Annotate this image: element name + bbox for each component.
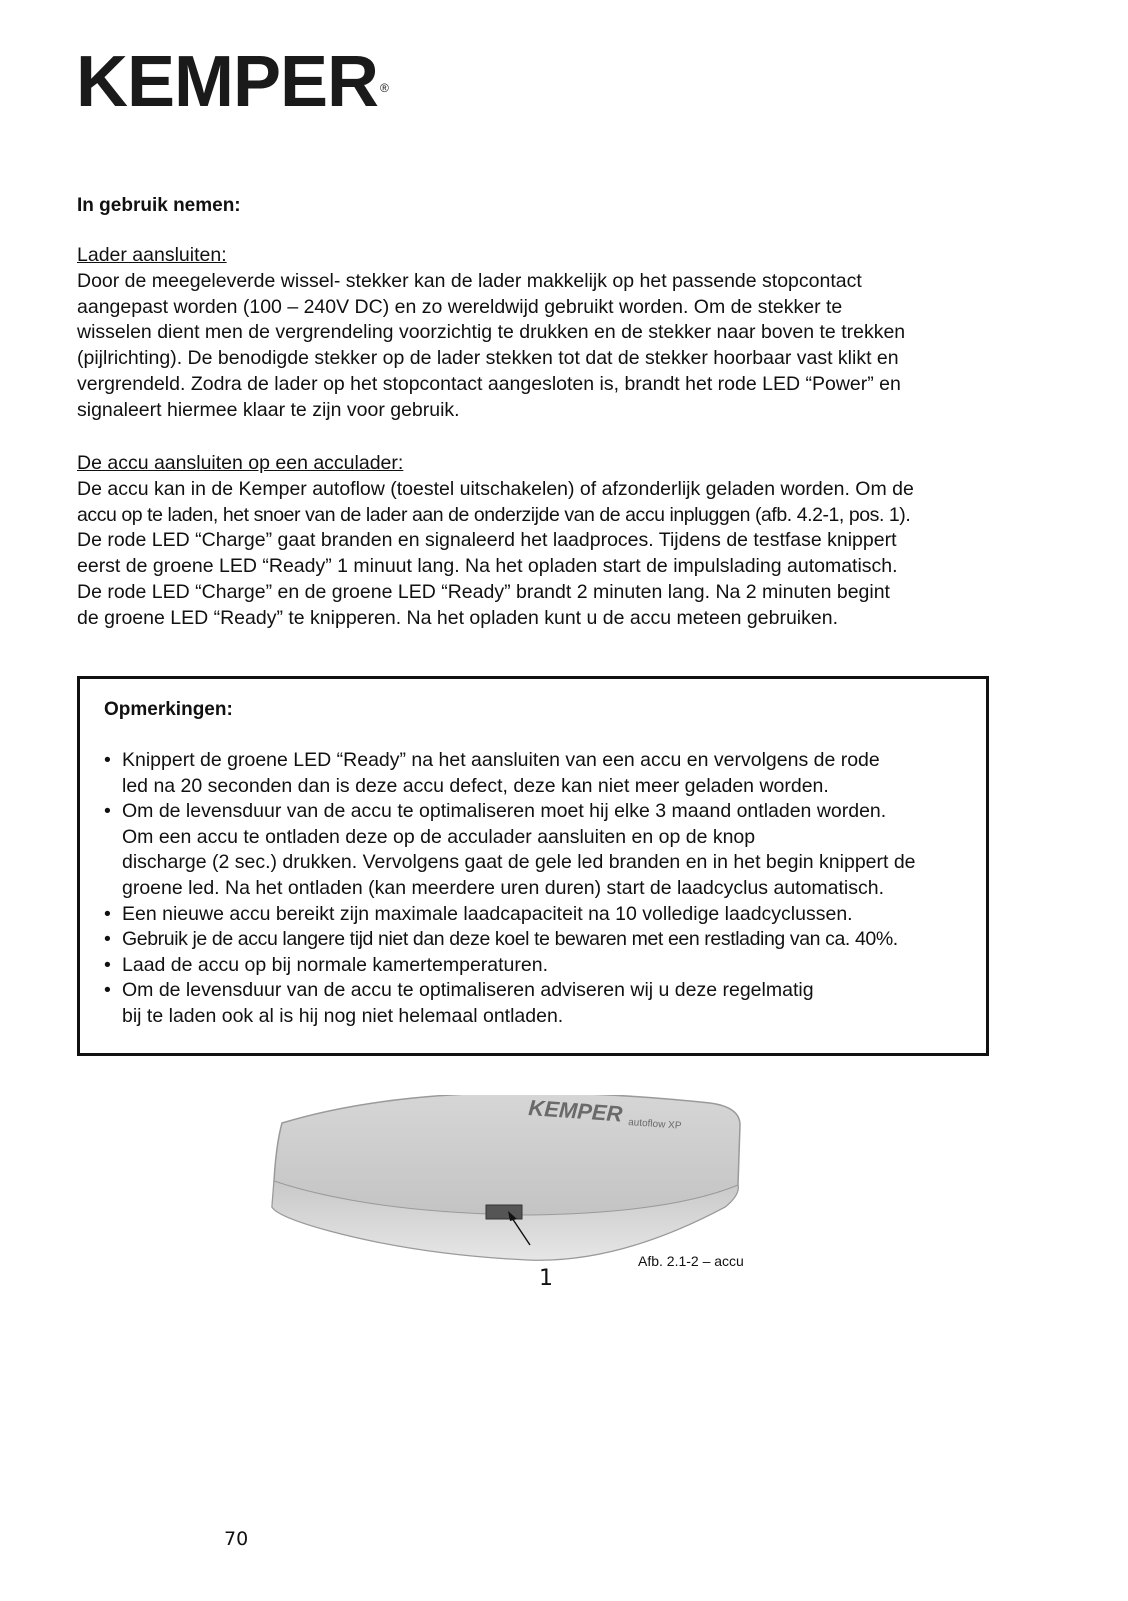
remark-line: groene led. Na het ontladen (kan meerdere uren duren) start de laadcyclus automatisch.	[122, 876, 885, 899]
remark-line: Om de levensduur van de accu te optimaliseren adviseren wij u deze regelmatig	[122, 979, 814, 1002]
remark-line: discharge (2 sec.) drukken. Vervolgens gaat de gele led branden en in het begin knippert de	[122, 851, 916, 874]
remark-line: Knippert de groene LED “Ready” na het aansluiten van een accu en vervolgens de rode	[122, 749, 880, 771]
remark-line: bij te laden ook al is hij nog niet helemaal ontladen.	[122, 1004, 564, 1027]
bullet: •	[104, 953, 111, 976]
remark-line: Gebruik je de accu langere tijd niet dan deze koel te bewaren met een restlading van ca. 40%.	[122, 928, 898, 951]
remark-line: Laad de accu op bij normale kamertemperaturen.	[122, 953, 548, 976]
figure-callout-number: 1	[539, 1266, 553, 1291]
section-line: wisselen dient men de vergrendeling voorzichtig te drukken en de stekker naar boven te trekken	[77, 321, 906, 344]
page-heading: In gebruik nemen:	[77, 195, 241, 216]
section-line: (pijlrichting). De benodigde stekker op de lader stekken tot dat de stekker hoorbaar vast klikt en	[77, 347, 899, 370]
remark-item	[102, 799, 970, 901]
remark-item	[102, 978, 970, 1029]
device-model-text: autoflow XP	[627, 1117, 682, 1132]
remark-line: Om de levensduur van de accu te optimaliseren moet hij elke 3 maand ontladen worden.	[122, 800, 887, 823]
section-line: eerst de groene LED “Ready” 1 minuut lang. Na het opladen start de impulslading automatisch.	[77, 555, 898, 578]
bullet: •	[104, 902, 111, 925]
remark-item	[102, 953, 970, 979]
section-line: de groene LED “Ready” te knipperen. Na het opladen kunt u de accu meteen gebruiken.	[77, 606, 838, 629]
section-line: De accu kan in de Kemper autoflow (toestel uitschakelen) of afzonderlijk geladen worden. Om de	[77, 477, 914, 500]
section-line: De rode LED “Charge” en de groene LED “Ready” brandt 2 minuten lang. Na 2 minuten begint	[77, 580, 890, 603]
remark-line: Een nieuwe accu bereikt zijn maximale laadcapaciteit na 10 volledige laadcyclussen.	[122, 902, 853, 925]
section-battery-connect	[77, 451, 1007, 632]
kemper-logo	[76, 42, 388, 122]
bullet: •	[104, 749, 111, 771]
section-line: De rode LED “Charge” gaat branden en signaleerd het laadproces. Tijdens de testfase knippert	[77, 529, 897, 552]
device-brand-text: KEMPER	[527, 1095, 624, 1127]
bullet: •	[104, 979, 111, 1002]
remarks-list	[102, 748, 970, 1030]
section-subtitle: Lader aansluiten:	[77, 244, 227, 266]
remark-item	[102, 748, 970, 799]
remark-line: Om een accu te ontladen deze op de acculader aansluiten en op de knop	[122, 825, 756, 848]
section-charger-connect	[77, 243, 1007, 424]
section-line: accu op te laden, het snoer van de lader aan de onderzijde van de accu inpluggen (afb. 4.2-1, pos. 1).	[77, 503, 911, 526]
section-line: vergrendeld. Zodra de lader op het stopcontact aangesloten is, brandt het rode LED “Power” en	[77, 372, 901, 395]
remark-item	[102, 927, 970, 953]
bullet: •	[104, 800, 111, 823]
page-number: 70	[224, 1528, 249, 1550]
section-line: aangepast worden (100 – 240V DC) en zo wereldwijd gebruikt worden. Om de stekker te	[77, 295, 843, 318]
figure-caption: Afb. 2.1-2 – accu	[638, 1253, 744, 1269]
section-line: signaleert hiermee klaar te zijn voor gebruik.	[77, 398, 460, 421]
section-subtitle: De accu aansluiten op een acculader:	[77, 452, 404, 474]
remarks-box	[77, 676, 989, 1056]
registered-mark: ®	[380, 81, 388, 95]
section-line: Door de meegeleverde wissel- stekker kan de lader makkelijk op het passende stopcontact	[77, 269, 862, 292]
bullet: •	[104, 928, 111, 951]
logo-text: KEMPER	[76, 42, 379, 122]
remark-line: led na 20 seconden dan is deze accu defect, deze kan niet meer geladen worden.	[122, 774, 829, 797]
charging-port	[486, 1205, 522, 1219]
remark-item	[102, 902, 970, 928]
remarks-title: Opmerkingen:	[104, 699, 233, 720]
